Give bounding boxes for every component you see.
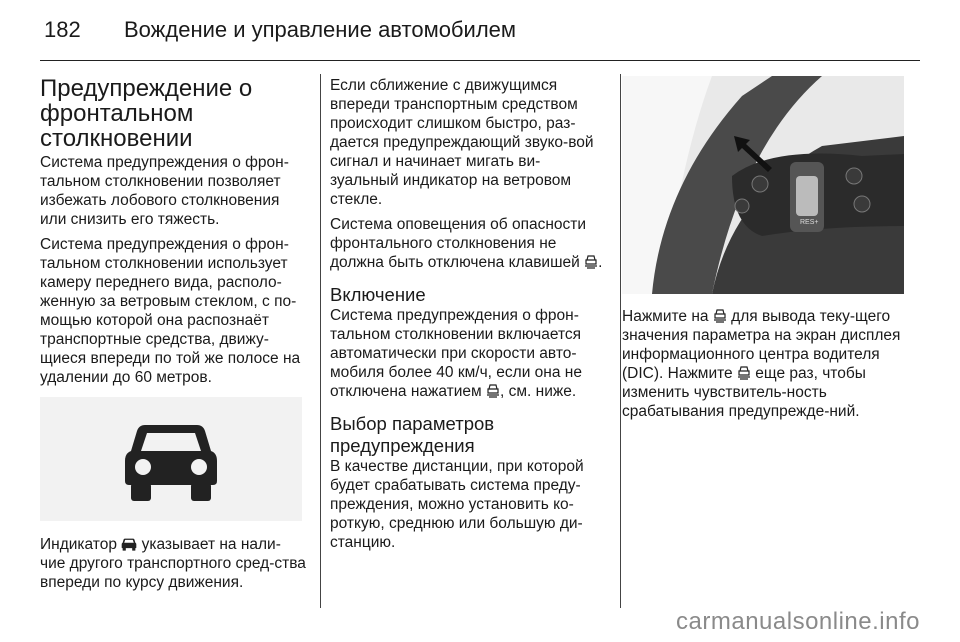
heading-parameters: Выбор параметров предупреждения xyxy=(330,413,495,456)
heading-activation: Включение xyxy=(330,284,426,305)
paragraph-camera: Система предупреждения о фрон-тальном столкновении использует камеру переднего вида, располо-женную за ветровым стеклом, с по-мощью которой она распознаёт транспортные средства, движу-щиеся впереди по той же полосе на удалении до 60 метров. xyxy=(40,236,301,386)
column-3 xyxy=(622,76,904,427)
indicator-caption: Индикатор указывает на нали-чие другого транспортного сред-ства впереди по курсу движения. xyxy=(40,536,306,591)
footer-watermark: carmanualsonline.info xyxy=(676,608,920,635)
column-divider-1 xyxy=(320,74,321,608)
paragraph-warning: Если сближение с движущимся впереди транспортным средством происходит слишком быстро, раз-дается предупреждающий звуко-вой сигнал и начинает мигать ви-зуальный индикатор на ветровом стекле. xyxy=(330,77,594,208)
vehicle-ahead-illustration xyxy=(40,397,302,521)
wheel-button-label: RES+ xyxy=(800,219,819,226)
paragraph-distance: В качестве дистанции, при которой будет срабатывать система преду-преждения, можно установить ко-роткую, среднюю или большую ди-станцию. xyxy=(330,458,584,551)
section-heading: Предупреждение о фронтальном столкновении xyxy=(40,75,253,152)
column-2 xyxy=(330,76,604,558)
header-rule xyxy=(40,60,920,61)
fcw-button-icon xyxy=(584,255,598,269)
page-number: 182 xyxy=(44,17,81,42)
paragraph-dic: Нажмите на для вывода теку-щего значения параметра на экран дисплея информационного центра водителя (DIC). Нажмите еще раз, чтобы изменить чувствитель-ность срабатывания предупрежде-ний. xyxy=(622,308,901,420)
paragraph-activation: Система предупреждения о фрон-тальном столкновении включается автоматически при скорости авто-мобиля более 40 км/ч, если она не отключена нажатием , см. ниже. xyxy=(330,307,582,400)
vehicle-ahead-icon xyxy=(121,537,137,551)
column-divider-2 xyxy=(620,74,621,608)
column-1 xyxy=(40,76,306,598)
page-header xyxy=(44,10,516,50)
steering-wheel-illustration xyxy=(622,76,904,294)
fcw-button-icon xyxy=(486,384,500,398)
vehicle-ahead-icon xyxy=(123,415,219,503)
paragraph-no-disable: Система оповещения об опасности фронтального столкновения не должна быть отключена клавишей . xyxy=(330,216,603,271)
fcw-button-icon xyxy=(713,309,727,323)
fcw-button-icon xyxy=(737,366,751,380)
page-title: Вождение и управление автомобилем xyxy=(124,17,517,42)
paragraph-intro: Система предупреждения о фрон-тальном столкновении позволяет избежать лобового столкновения или снизить его тяжесть. xyxy=(40,154,289,228)
